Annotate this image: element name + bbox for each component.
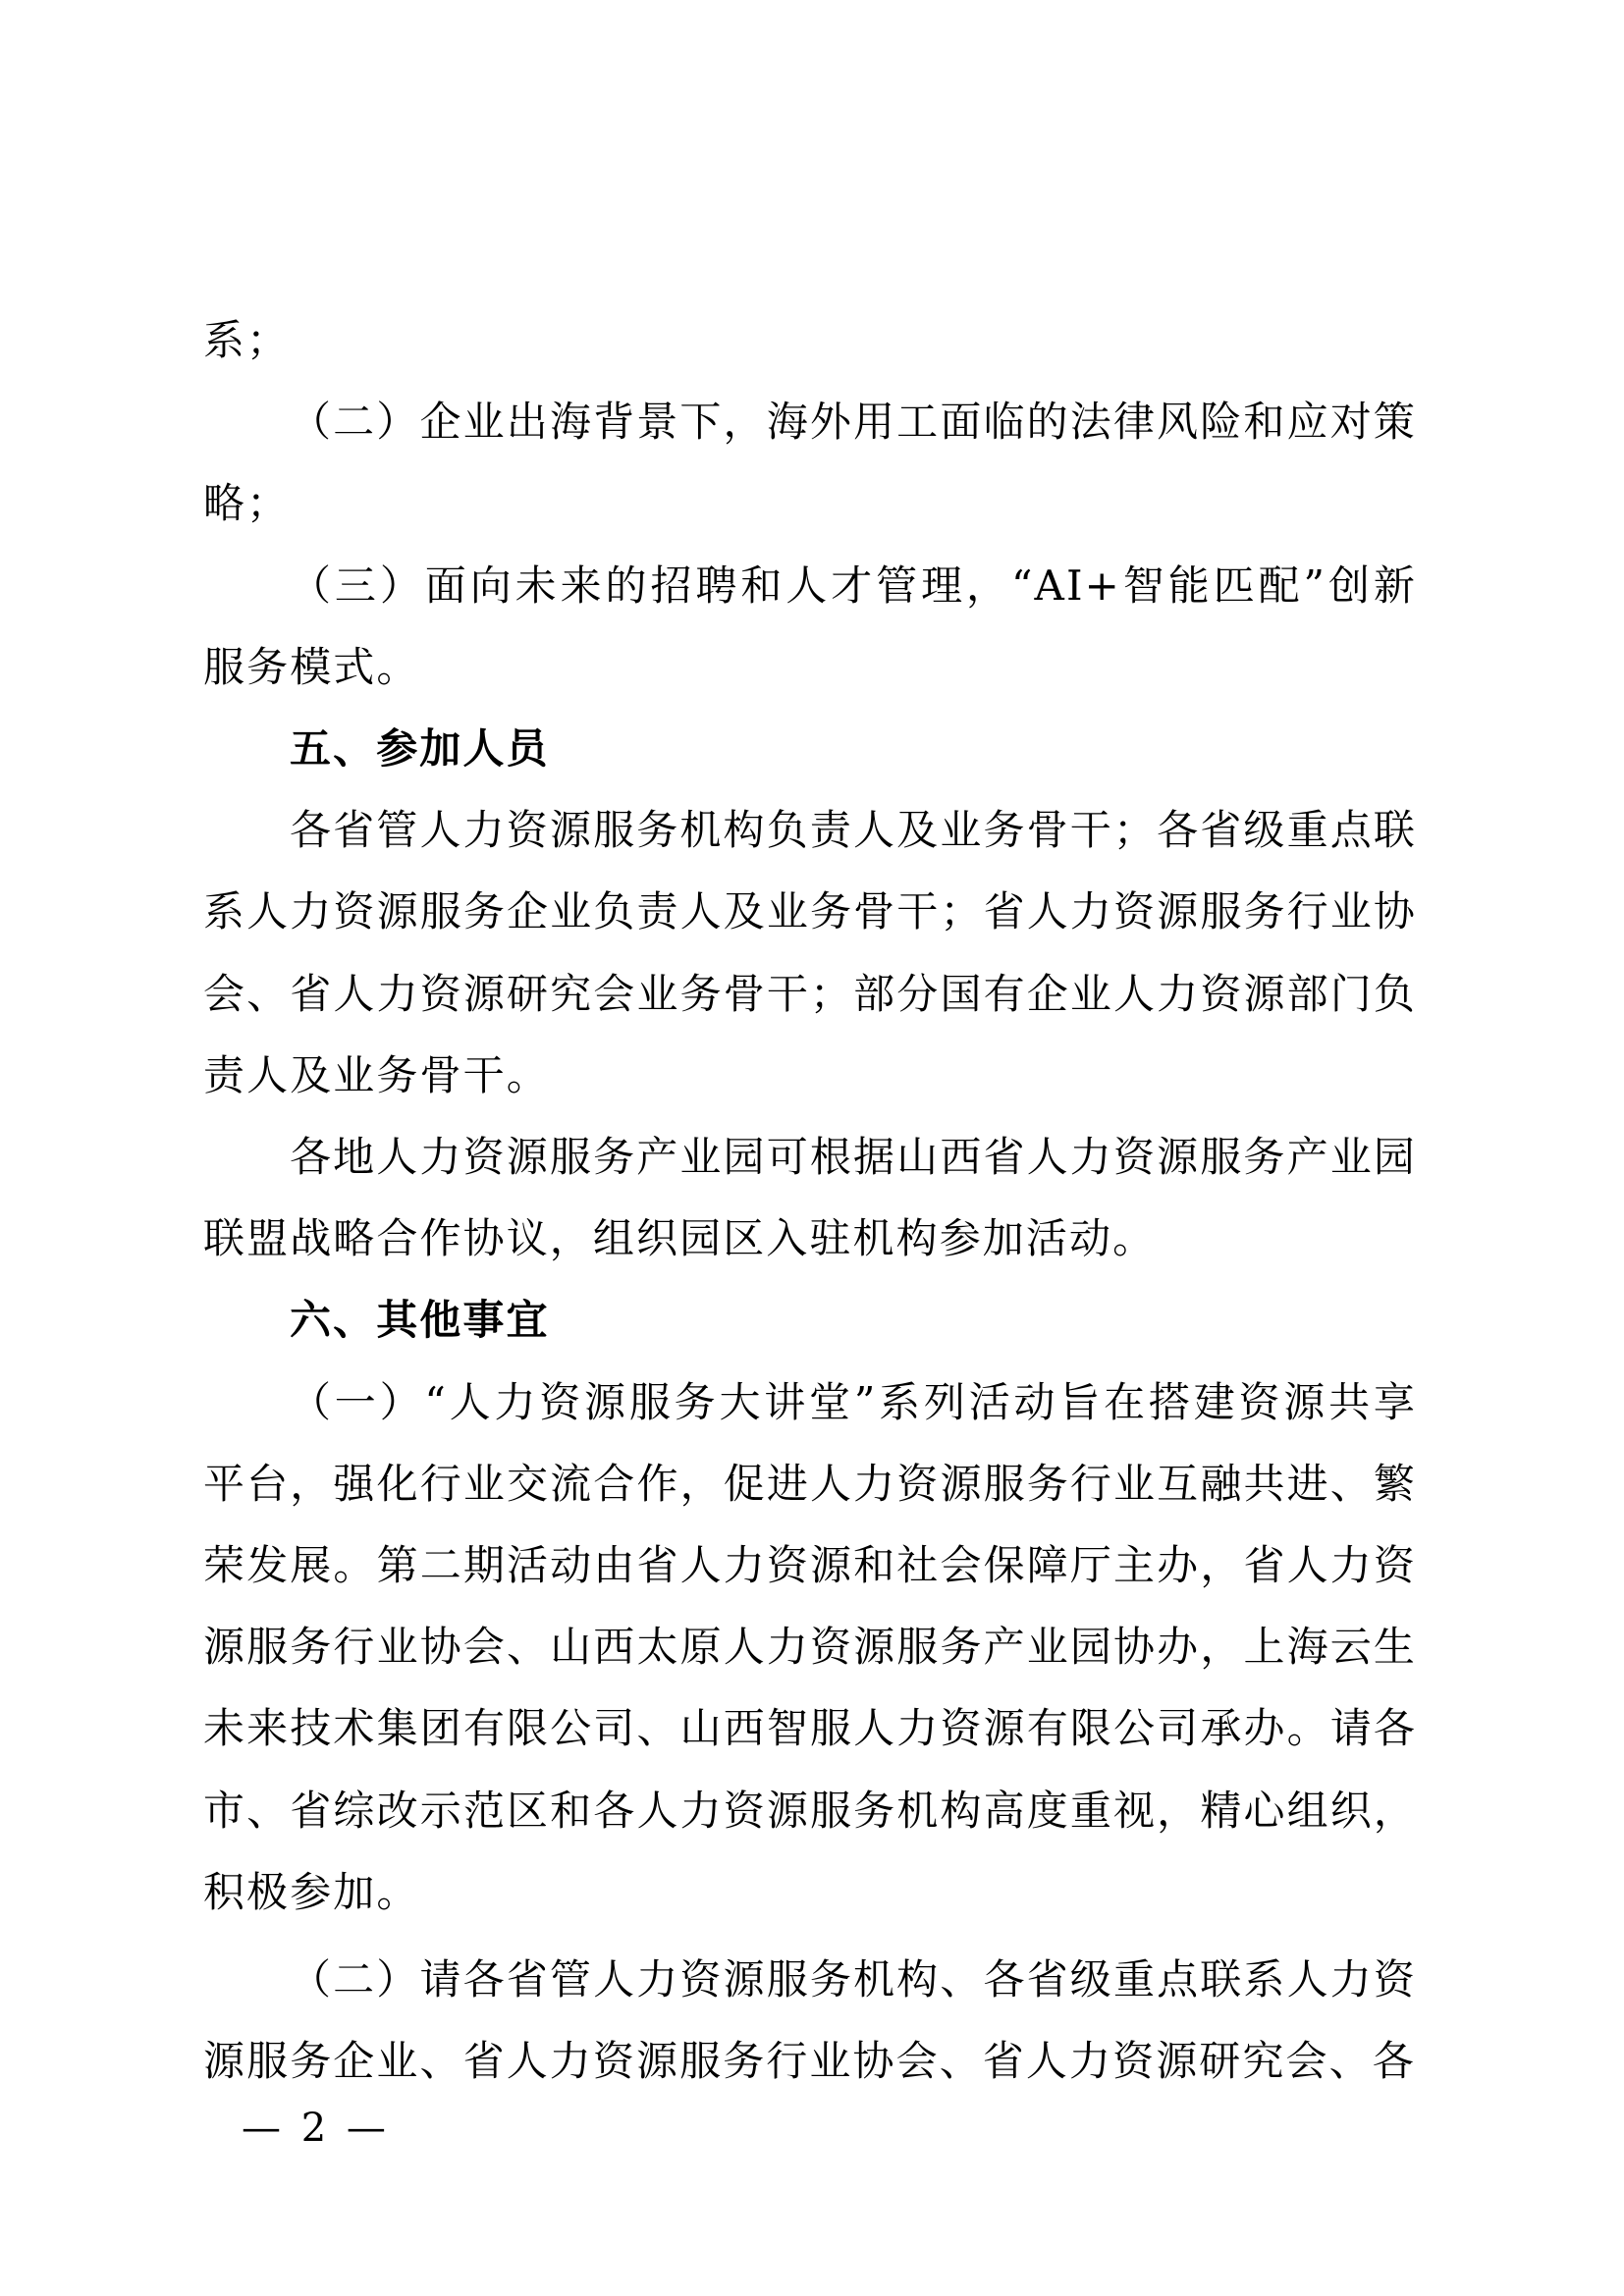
page-number: — 2 — (242, 2106, 390, 2151)
paragraph-item-2-overseas-legal-risk: （二）企业出海背景下，海外用工面临的法律风险和应对策略； (203, 398, 1417, 528)
paragraph-participants: 各省管人力资源服务机构负责人及业务骨干；各省级重点联系人力资源服务企业负责人及业务骨干；省人力资源服务行业协会、省人力资源研究会业务骨干；部分国有企业人力资源部门负责人及业务骨干。 (203, 806, 1417, 1099)
paragraph-industrial-parks: 各地人力资源服务产业园可根据山西省人力资源服务产业园联盟战略合作协议，组织园区入驻机构参加活动。 (203, 1133, 1417, 1263)
paragraph-other-item-2: （二）请各省管人力资源服务机构、各省级重点联系人力资源服务企业、省人力资源服务行业协会、省人力资源研究会、各 (203, 1955, 1417, 2086)
paragraph-continuation: 系； (203, 316, 291, 364)
section-heading-participants: 五、参加人员 (290, 724, 550, 774)
paragraph-other-item-1: （一）“人力资源服务大讲堂”系列活动旨在搭建资源共享平台，强化行业交流合作，促进人力资源服务行业互融共进、繁荣发展。第二期活动由省人力资源和社会保障厅主办，省人力资源服务行业协会、山西太原人力资源服务产业园协办，上海云生未来技术集团有限公司、山西智服人力资源有限公司承办。请各市、省综改示范区和各人力资源服务机构高度重视，精心组织，积极参加。 (203, 1377, 1417, 1916)
section-heading-other-matters: 六、其他事宜 (290, 1296, 550, 1345)
paragraph-item-3-ai-matching: （三）面向未来的招聘和人才管理，“AI+智能匹配”创新服务模式。 (203, 561, 1417, 691)
document-page-body (203, 299, 1417, 2102)
